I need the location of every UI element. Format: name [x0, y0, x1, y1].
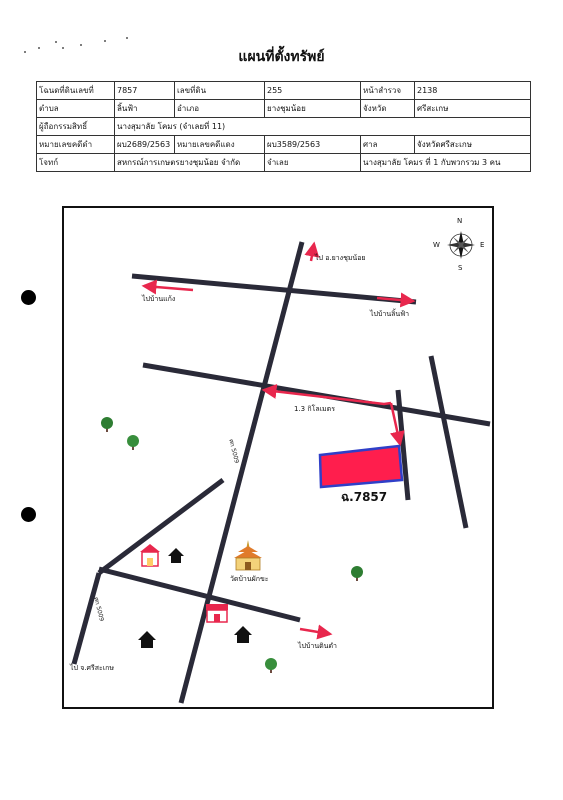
label-to-ban-kaeng: ไปบ้านแก้ง	[142, 295, 176, 303]
red-case-label: หมายเลขคดีแดง	[175, 136, 265, 154]
road-south	[99, 569, 300, 620]
roads	[74, 242, 490, 703]
compass-e: E	[480, 241, 485, 249]
punch-hole-bottom	[21, 507, 36, 522]
survey-page: 2138	[415, 82, 531, 100]
label-to-sisaket: ไป จ.ศรีสะเกษ	[70, 664, 114, 672]
direction-arrows	[144, 244, 413, 634]
deed-no: 7857	[115, 82, 175, 100]
location-map	[62, 206, 494, 709]
temple-icon	[234, 540, 262, 570]
label-to-yangchum: ไป อ.ยางชุมน้อย	[315, 254, 366, 262]
table-row	[37, 82, 531, 100]
label-to-ban-tindam: ไปบ้านตินดำ	[298, 642, 337, 650]
table-row	[37, 118, 531, 136]
map-drawing	[64, 208, 492, 707]
parcel-7857	[320, 446, 402, 487]
land-no: 255	[265, 82, 361, 100]
table-row	[37, 100, 531, 118]
red-case: ผบ3589/2563	[265, 136, 361, 154]
plaintiff: สหกรณ์การเกษตรยางชุมน้อย จำกัด	[115, 154, 265, 172]
court-label: ศาล	[361, 136, 415, 154]
black-case: ผบ2689/2563	[115, 136, 175, 154]
subdistrict: ลิ้นฟ้า	[115, 100, 175, 118]
compass-n: N	[457, 217, 463, 225]
province: ศรีสะเกษ	[415, 100, 531, 118]
plaintiff-label: โจทก์	[37, 154, 115, 172]
road-to-sisaket	[74, 573, 99, 664]
owner-label: ผู้ถือกรรมสิทธิ์	[37, 118, 115, 136]
defendant: นางสุมาลัย โคมร ที่ 1 กับพวกรวม 3 คน	[361, 154, 531, 172]
label-to-ban-linfa: ไปบ้านลิ้นฟ้า	[370, 310, 410, 318]
label-road-code: ศก 5009	[227, 438, 241, 465]
table-row	[37, 154, 531, 172]
land-no-label: เลขที่ดิน	[175, 82, 265, 100]
deed-no-label: โฉนดที่ดินเลขที่	[37, 82, 115, 100]
owner: นางสุมาลัย โคมร (จำเลยที่ 11)	[115, 118, 531, 136]
survey-page-label: หน้าสำรวจ	[361, 82, 415, 100]
court: จังหวัดศรีสะเกษ	[415, 136, 531, 154]
subdistrict-label: ตำบล	[37, 100, 115, 118]
table-row	[37, 136, 531, 154]
page-title: แผนที่ตั้งทรัพย์	[238, 49, 325, 65]
defendant-label: จำเลย	[265, 154, 361, 172]
punch-hole-top	[21, 290, 36, 305]
road-east-far	[431, 356, 466, 528]
compass-s: S	[458, 264, 463, 272]
parcel-label: ฉ.7857	[341, 490, 388, 504]
label-distance: 1.3 กิโลเมตร	[294, 405, 335, 413]
property-info-table	[36, 81, 531, 172]
province-label: จังหวัด	[361, 100, 415, 118]
label-road-code-2: ศก 5009	[92, 596, 106, 623]
black-case-label: หมายเลขคดีดำ	[37, 136, 115, 154]
compass-rose	[447, 231, 475, 259]
road-southwest	[99, 480, 223, 573]
compass-w: W	[433, 241, 440, 249]
district: ยางชุมน้อย	[265, 100, 361, 118]
district-label: อำเภอ	[175, 100, 265, 118]
label-temple: วัดบ้านผักขะ	[230, 575, 269, 583]
